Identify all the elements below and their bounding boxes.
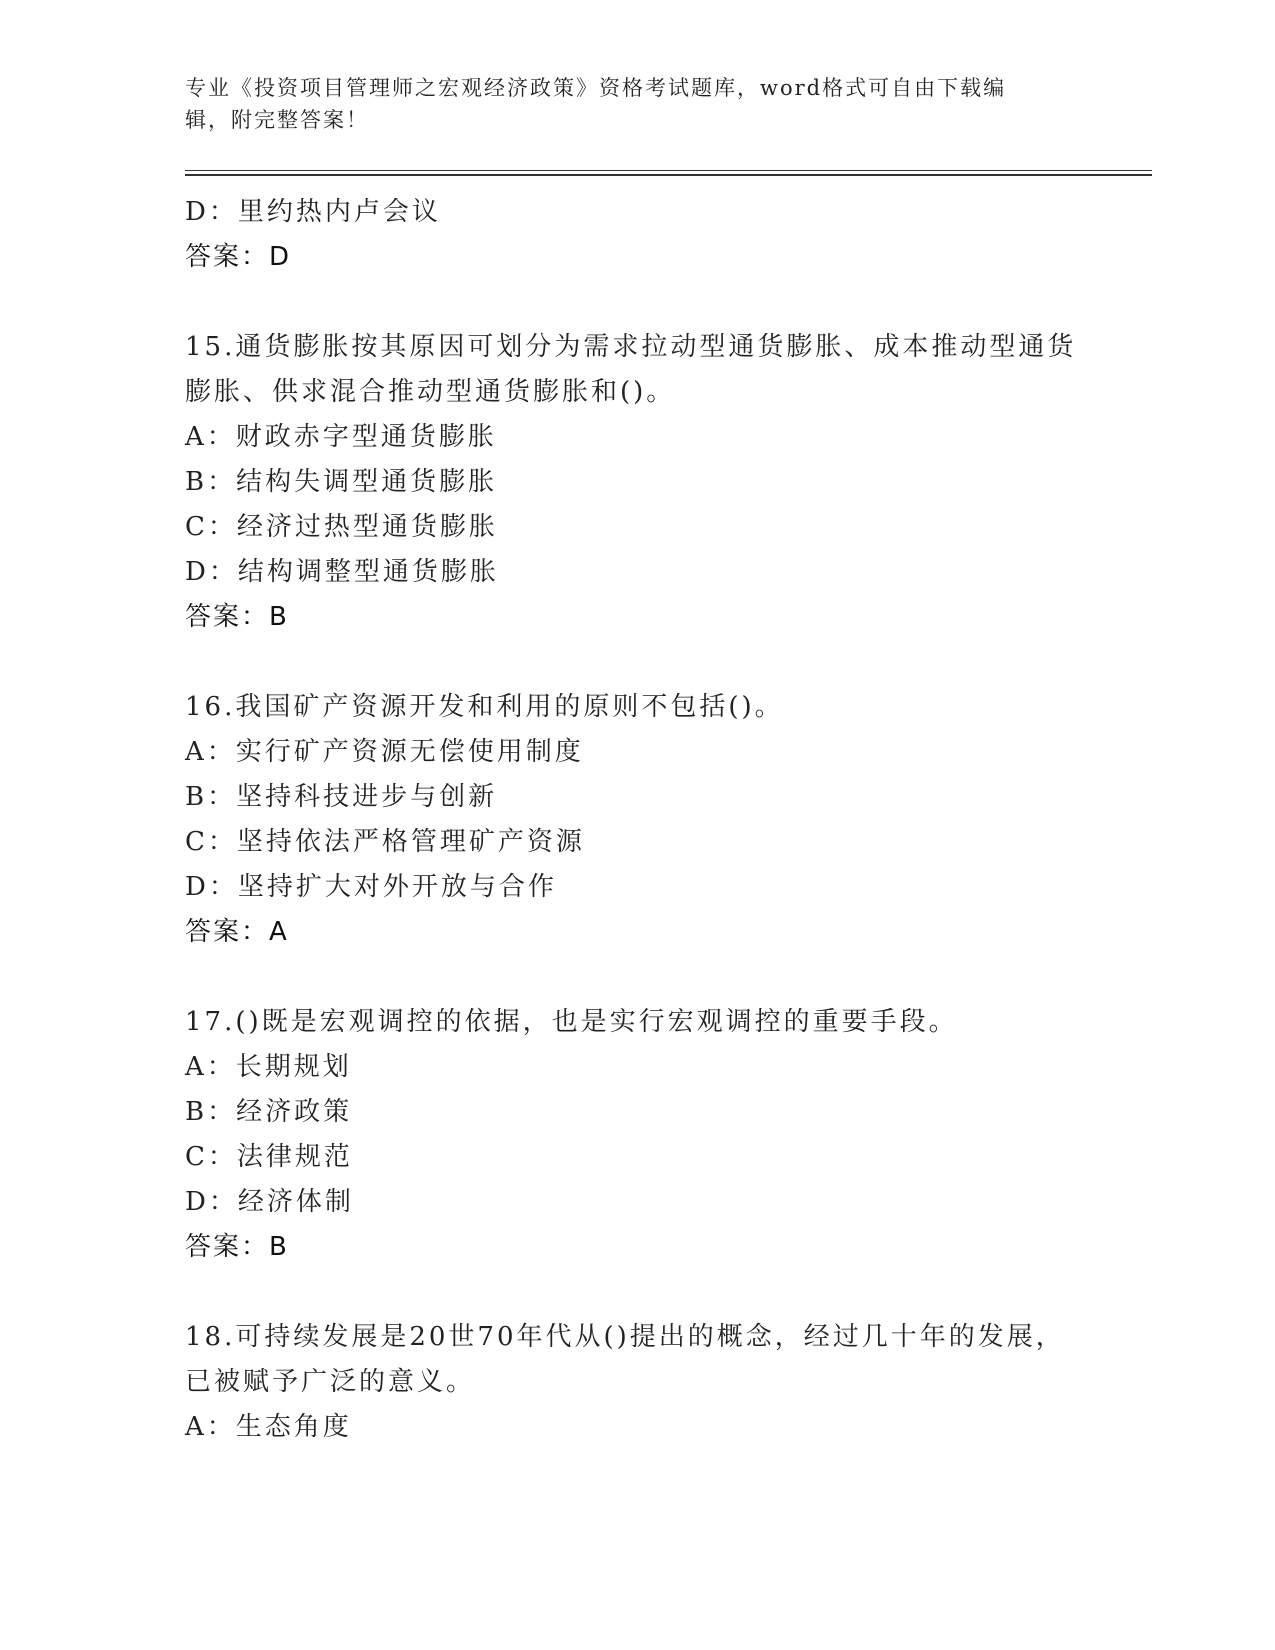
question-15-option-d: D：结构调整型通货膨胀 — [185, 557, 499, 587]
question-16-option-c: C：坚持依法严格管理矿产资源 — [185, 827, 585, 857]
document-header — [185, 72, 1065, 136]
question-15-stem — [185, 325, 1085, 415]
header-line-2: 辑，附完整答案！ — [185, 108, 369, 132]
question-15-stem-line-2: 膨胀、供求混合推动型通货膨胀和()。 — [185, 377, 676, 407]
question-18-stem-line-2: 已被赋予广泛的意义。 — [185, 1367, 476, 1397]
question-17-stem — [185, 1000, 1085, 1045]
question-17-option-c: C：法律规范 — [185, 1142, 353, 1172]
question-17-option-a: A：长期规划 — [185, 1052, 352, 1082]
spacer — [185, 640, 1085, 685]
question-16-option-b: B：坚持科技进步与创新 — [185, 782, 498, 812]
question-15-option-c: C：经济过热型通货膨胀 — [185, 512, 498, 542]
question-15-option-a: A：财政赤字型通货膨胀 — [185, 422, 497, 452]
question-16-option-a: A：实行矿产资源无偿使用制度 — [185, 737, 584, 767]
question-body — [185, 190, 1085, 1450]
question-17-option-d: D：经济体制 — [185, 1187, 354, 1217]
question-18-option-a: A：生态角度 — [185, 1412, 352, 1442]
question-17-option-b: B：经济政策 — [185, 1097, 353, 1127]
spacer — [185, 1270, 1085, 1315]
spacer — [185, 955, 1085, 1000]
question-18-stem — [185, 1315, 1085, 1405]
header-line-1: 专业《投资项目管理师之宏观经济政策》资格考试题库，word格式可自由下载编 — [185, 76, 1007, 100]
question-16-stem-line-1: 16.我国矿产资源开发和利用的原则不包括()。 — [185, 692, 784, 722]
spacer — [185, 280, 1085, 325]
question-16-stem — [185, 685, 1085, 730]
question-16-option-d: D：坚持扩大对外开放与合作 — [185, 872, 557, 902]
option-d-prev: D：里约热内卢会议 — [185, 197, 441, 227]
question-15-stem-line-1: 15.通货膨胀按其原因可划分为需求拉动型通货膨胀、成本推动型通货 — [185, 332, 1077, 362]
question-17-stem-line-1: 17.()既是宏观调控的依据，也是实行宏观调控的重要手段。 — [185, 1007, 958, 1037]
question-16-answer: 答案：A — [185, 917, 289, 947]
question-15-option-b: B：结构失调型通货膨胀 — [185, 467, 498, 497]
question-17-answer: 答案：B — [185, 1232, 289, 1262]
question-15-answer: 答案：B — [185, 602, 289, 632]
header-rule-top — [185, 170, 1152, 171]
answer-prev: 答案：D — [185, 242, 292, 272]
header-rule-bottom — [185, 174, 1152, 176]
question-18-stem-line-1: 18.可持续发展是20世70年代从()提出的概念，经过几十年的发展， — [185, 1322, 1065, 1352]
